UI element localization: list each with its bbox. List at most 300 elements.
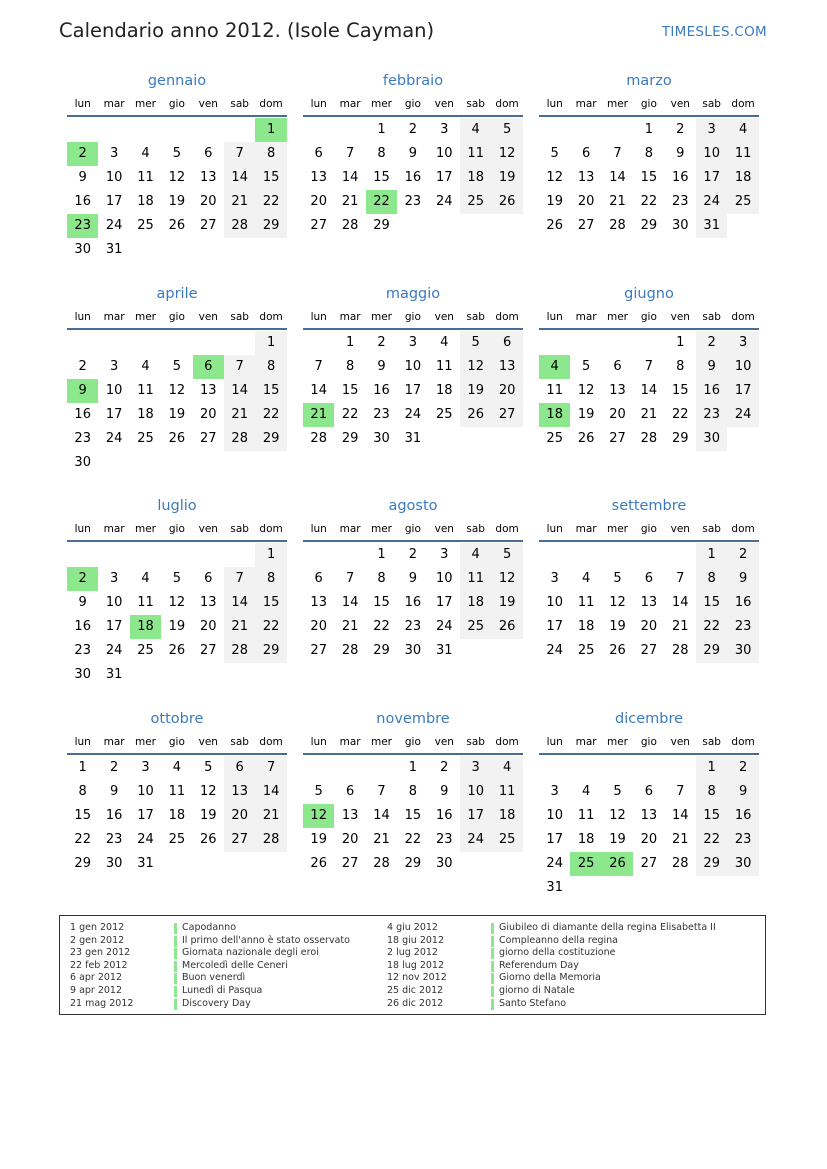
day-cell: 9 (440, 784, 449, 799)
day-cell: 28 (224, 427, 255, 451)
day-cell: 22 (255, 403, 286, 427)
holiday-marker (174, 973, 177, 984)
legend-holiday-name: Referendum Day (499, 959, 579, 971)
day-cell: 7 (676, 571, 685, 586)
day-cell: 30 (74, 667, 91, 682)
weekday-header: gio (168, 311, 185, 323)
legend-holiday-name: Santo Stefano (499, 997, 567, 1009)
legend-date: 21 mag 2012 (70, 997, 134, 1009)
month-name: marzo (626, 73, 672, 89)
day-cell: 11 (491, 780, 522, 804)
holiday-day-cell: 4 (539, 355, 570, 379)
day-cell: 11 (577, 595, 595, 610)
day-cell: 4 (141, 359, 150, 374)
day-cell: 25 (577, 643, 595, 658)
day-cell: 11 (546, 383, 563, 398)
day-cell: 1 (644, 122, 654, 137)
day-cell: 7 (314, 359, 323, 374)
holiday-marker (491, 999, 494, 1010)
day-cell: 26 (310, 856, 327, 871)
day-cell: 24 (546, 643, 563, 658)
legend-holiday-name: Giubileo di diamante della regina Elisabetta II (499, 922, 716, 933)
day-cell: 16 (404, 170, 422, 185)
day-cell: 11 (436, 359, 453, 374)
weekday-header: mar (339, 736, 361, 748)
day-cell: 29 (404, 856, 422, 871)
day-cell: 26 (460, 403, 491, 427)
month-divider (539, 328, 759, 330)
day-cell: 26 (168, 643, 186, 658)
legend-holiday-name: Lunedì di Pasqua (182, 985, 263, 996)
day-cell: 8 (408, 784, 418, 799)
day-cell: 24 (105, 643, 123, 658)
day-cell: 21 (609, 194, 626, 209)
day-cell: 17 (105, 194, 123, 209)
day-cell: 24 (436, 194, 453, 209)
day-cell: 21 (373, 832, 390, 847)
weekday-header: lun (74, 98, 91, 110)
day-cell: 27 (310, 643, 327, 658)
day-cell: 6 (644, 571, 654, 586)
holiday-marker (174, 961, 177, 972)
day-cell: 5 (314, 784, 323, 799)
day-cell: 24 (137, 832, 154, 847)
day-cell: 2 (78, 359, 87, 374)
weekday-header: mer (134, 523, 156, 535)
day-cell: 2 (377, 335, 386, 350)
legend-date: 9 apr 2012 (70, 985, 123, 996)
day-cell: 20 (310, 619, 327, 634)
weekday-header: gio (168, 736, 185, 748)
month-divider (539, 115, 759, 117)
day-cell: 22 (696, 828, 727, 852)
weekday-header: sab (230, 523, 249, 535)
weekday-header: dom (731, 736, 755, 748)
day-cell: 7 (224, 567, 255, 591)
day-cell: 11 (168, 784, 186, 799)
weekday-header: mar (103, 311, 125, 323)
weekday-header: gio (404, 523, 421, 535)
day-cell: 18 (137, 407, 154, 422)
day-cell: 26 (609, 643, 626, 658)
day-cell: 15 (373, 170, 390, 185)
day-cell: 30 (404, 643, 422, 658)
day-cell: 8 (255, 567, 286, 591)
day-cell: 25 (137, 643, 154, 658)
holiday-marker (491, 961, 494, 972)
weekday-header: dom (259, 311, 283, 323)
day-cell: 2 (408, 122, 418, 137)
day-cell: 28 (224, 639, 255, 663)
day-cell: 8 (696, 567, 727, 591)
day-cell: 20 (609, 407, 626, 422)
weekday-header: ven (670, 98, 690, 110)
day-cell: 15 (696, 804, 727, 828)
weekday-header: lun (310, 736, 327, 748)
day-cell: 10 (105, 595, 123, 610)
day-cell: 19 (460, 379, 491, 403)
weekday-header: sab (466, 523, 485, 535)
holiday-day-cell: 6 (193, 355, 224, 379)
day-cell: 24 (105, 431, 123, 446)
day-cell: 9 (408, 571, 418, 586)
day-cell: 3 (550, 571, 559, 586)
day-cell: 30 (727, 852, 758, 876)
weekday-header: mar (575, 523, 597, 535)
day-cell: 6 (204, 571, 213, 586)
day-cell: 11 (577, 808, 595, 823)
day-cell: 17 (436, 595, 453, 610)
day-cell: 14 (373, 808, 390, 823)
weekday-header: mar (339, 523, 361, 535)
weekday-header: gio (640, 523, 657, 535)
day-cell: 26 (577, 431, 595, 446)
day-cell: 4 (460, 543, 491, 567)
day-cell: 23 (727, 828, 758, 852)
day-cell: 27 (609, 431, 626, 446)
day-cell: 3 (440, 547, 449, 562)
legend-date: 4 giu 2012 (387, 922, 438, 933)
day-cell: 27 (224, 828, 255, 852)
month-divider (303, 540, 523, 542)
weekday-header: sab (230, 98, 249, 110)
day-cell: 9 (78, 170, 87, 185)
day-cell: 17 (546, 832, 563, 847)
day-cell: 29 (255, 214, 286, 238)
day-cell: 16 (727, 591, 758, 615)
legend-date: 12 nov 2012 (387, 972, 447, 984)
legend-holiday-name: Compleanno della regina (499, 934, 618, 946)
holiday-day-cell: 2 (67, 567, 98, 591)
day-cell: 17 (727, 379, 758, 403)
day-cell: 15 (672, 383, 689, 398)
day-cell: 25 (168, 832, 186, 847)
day-cell: 5 (172, 146, 182, 161)
weekday-header: gio (640, 311, 657, 323)
page-title: Calendario anno 2012. (Isole Cayman) (59, 19, 435, 42)
day-cell: 6 (204, 146, 213, 161)
weekday-header: sab (702, 98, 721, 110)
day-cell: 5 (172, 359, 182, 374)
day-cell: 10 (727, 355, 758, 379)
day-cell: 21 (224, 403, 255, 427)
weekday-header: dom (731, 523, 755, 535)
day-cell: 12 (168, 595, 186, 610)
weekday-header: ven (434, 98, 454, 110)
month-name: ottobre (150, 711, 204, 727)
legend-holiday-name: Giorno della Memoria (499, 972, 601, 984)
day-cell: 19 (491, 591, 522, 615)
holiday-marker (491, 923, 494, 934)
weekday-header: mer (606, 523, 628, 535)
day-cell: 8 (377, 146, 386, 161)
day-cell: 21 (255, 804, 286, 828)
weekday-header: ven (670, 311, 690, 323)
holiday-day-cell: 9 (67, 379, 98, 403)
day-cell: 5 (172, 571, 182, 586)
day-cell: 9 (377, 359, 386, 374)
day-cell: 9 (727, 780, 758, 804)
weekday-header: lun (74, 311, 91, 323)
day-cell: 23 (74, 431, 91, 446)
day-cell: 19 (609, 619, 626, 634)
weekday-header: gio (168, 98, 185, 110)
day-cell: 26 (168, 431, 186, 446)
holiday-marker (174, 923, 177, 934)
day-cell: 29 (373, 218, 390, 233)
day-cell: 14 (640, 383, 658, 398)
day-cell: 8 (345, 359, 355, 374)
day-cell: 22 (255, 615, 286, 639)
day-cell: 1 (696, 543, 727, 567)
day-cell: 14 (224, 591, 255, 615)
day-cell: 16 (727, 804, 758, 828)
month-name: aprile (156, 286, 198, 302)
day-cell: 8 (78, 784, 87, 799)
day-cell: 1 (676, 335, 685, 350)
day-cell: 1 (696, 756, 727, 780)
month-name: maggio (385, 286, 441, 302)
weekday-header: lun (310, 98, 327, 110)
day-cell: 20 (341, 832, 359, 847)
day-cell: 15 (640, 170, 658, 185)
day-cell: 22 (255, 190, 286, 214)
day-cell: 21 (640, 407, 658, 422)
weekday-header: gio (404, 311, 421, 323)
day-cell: 22 (696, 615, 727, 639)
day-cell: 12 (168, 170, 186, 185)
day-cell: 20 (224, 804, 255, 828)
day-cell: 1 (377, 547, 386, 562)
day-cell: 10 (696, 142, 727, 166)
day-cell: 27 (200, 431, 217, 446)
day-cell: 26 (546, 218, 563, 233)
weekday-header: mar (339, 98, 361, 110)
day-cell: 4 (581, 571, 591, 586)
day-cell: 4 (460, 118, 491, 142)
day-cell: 21 (341, 194, 359, 209)
day-cell: 29 (341, 431, 359, 446)
weekday-header: sab (702, 523, 721, 535)
day-cell: 15 (255, 166, 286, 190)
day-cell: 30 (373, 431, 390, 446)
day-cell: 6 (581, 146, 591, 161)
day-cell: 6 (644, 784, 654, 799)
month-divider (303, 753, 523, 755)
day-cell: 7 (377, 784, 386, 799)
day-cell: 4 (440, 335, 449, 350)
day-cell: 27 (640, 856, 658, 871)
month-divider (67, 540, 287, 542)
day-cell: 22 (373, 619, 390, 634)
day-cell: 16 (373, 383, 390, 398)
day-cell: 9 (408, 146, 418, 161)
day-cell: 10 (460, 780, 491, 804)
day-cell: 12 (609, 595, 626, 610)
legend-date: 6 apr 2012 (70, 972, 123, 984)
day-cell: 6 (224, 756, 255, 780)
day-cell: 27 (491, 403, 522, 427)
day-cell: 23 (404, 619, 422, 634)
day-cell: 28 (341, 643, 359, 658)
day-cell: 30 (696, 427, 727, 451)
weekday-header: gio (404, 98, 421, 110)
day-cell: 28 (672, 856, 689, 871)
weekday-header: ven (198, 523, 218, 535)
day-cell: 8 (696, 780, 727, 804)
day-cell: 20 (640, 619, 658, 634)
weekday-header: mar (103, 98, 125, 110)
weekday-header: gio (404, 736, 421, 748)
legend-holiday-name: Mercoledì delle Ceneri (182, 959, 288, 971)
day-cell: 1 (255, 543, 286, 567)
weekday-header: gio (168, 523, 185, 535)
day-cell: 17 (436, 170, 453, 185)
month-divider (67, 328, 287, 330)
legend-holiday-name: Il primo dell'anno è stato osservato (182, 934, 350, 946)
day-cell: 21 (672, 832, 689, 847)
holiday-legend (59, 915, 766, 1015)
month-divider (539, 540, 759, 542)
weekday-header: mar (103, 523, 125, 535)
weekday-header: gio (640, 736, 657, 748)
day-cell: 10 (404, 359, 422, 374)
day-cell: 14 (341, 170, 359, 185)
day-cell: 31 (105, 242, 123, 257)
weekday-header: mer (370, 98, 392, 110)
legend-date: 18 lug 2012 (387, 959, 444, 971)
day-cell: 29 (696, 639, 727, 663)
legend-holiday-name: Giornata nazionale degli eroi (182, 947, 319, 959)
day-cell: 23 (74, 643, 91, 658)
weekday-header: mer (370, 736, 392, 748)
day-cell: 16 (74, 194, 91, 209)
weekday-header: sab (466, 98, 485, 110)
day-cell: 3 (109, 571, 119, 586)
brand-link[interactable]: TIMESLES.COM (661, 24, 767, 40)
day-cell: 14 (609, 170, 626, 185)
day-cell: 12 (460, 355, 491, 379)
day-cell: 11 (137, 170, 154, 185)
day-cell: 28 (373, 856, 390, 871)
day-cell: 22 (640, 194, 658, 209)
day-cell: 5 (491, 118, 522, 142)
weekday-header: ven (434, 311, 454, 323)
day-cell: 31 (696, 214, 727, 238)
day-cell: 1 (377, 122, 386, 137)
day-cell: 3 (141, 760, 150, 775)
day-cell: 31 (436, 643, 453, 658)
weekday-header: lun (74, 736, 91, 748)
day-cell: 16 (105, 808, 123, 823)
day-cell: 27 (640, 643, 658, 658)
day-cell: 12 (491, 567, 522, 591)
day-cell: 11 (460, 567, 491, 591)
day-cell: 27 (200, 643, 217, 658)
day-cell: 3 (550, 784, 559, 799)
day-cell: 22 (74, 832, 91, 847)
day-cell: 7 (345, 571, 355, 586)
day-cell: 10 (546, 808, 563, 823)
day-cell: 7 (345, 146, 355, 161)
day-cell: 12 (546, 170, 563, 185)
day-cell: 13 (640, 808, 658, 823)
weekday-header: lun (546, 98, 563, 110)
day-cell: 25 (546, 431, 563, 446)
day-cell: 29 (255, 427, 286, 451)
holiday-day-cell: 18 (539, 403, 570, 427)
day-cell: 19 (546, 194, 563, 209)
day-cell: 11 (460, 142, 491, 166)
day-cell: 2 (696, 331, 727, 355)
weekday-header: sab (466, 736, 485, 748)
legend-holiday-name: Buon venerdì (182, 972, 246, 984)
legend-holiday-name: Capodanno (182, 922, 237, 933)
day-cell: 17 (105, 619, 123, 634)
day-cell: 17 (460, 804, 491, 828)
holiday-day-cell: 25 (570, 852, 601, 876)
day-cell: 11 (137, 383, 154, 398)
day-cell: 5 (460, 331, 491, 355)
day-cell: 29 (373, 643, 390, 658)
day-cell: 30 (727, 639, 758, 663)
day-cell: 28 (341, 218, 359, 233)
month-divider (303, 115, 523, 117)
day-cell: 16 (696, 379, 727, 403)
weekday-header: lun (546, 736, 563, 748)
holiday-marker (174, 936, 177, 947)
weekday-header: mer (606, 736, 628, 748)
month-name: gennaio (147, 73, 207, 89)
day-cell: 25 (491, 828, 522, 852)
day-cell: 15 (341, 383, 359, 398)
day-cell: 15 (255, 379, 286, 403)
legend-holiday-name: giorno di Natale (499, 985, 575, 996)
day-cell: 29 (255, 639, 286, 663)
weekday-header: sab (702, 736, 721, 748)
weekday-header: mer (134, 98, 156, 110)
day-cell: 4 (172, 760, 182, 775)
day-cell: 27 (200, 218, 217, 233)
day-cell: 27 (310, 218, 327, 233)
weekday-header: mar (103, 736, 125, 748)
day-cell: 23 (727, 615, 758, 639)
day-cell: 2 (440, 760, 449, 775)
day-cell: 30 (74, 455, 91, 470)
month-name: novembre (376, 711, 450, 727)
day-cell: 17 (105, 407, 123, 422)
day-cell: 5 (613, 571, 622, 586)
day-cell: 18 (168, 808, 186, 823)
weekday-header: dom (259, 523, 283, 535)
day-cell: 4 (141, 146, 150, 161)
weekday-header: lun (546, 523, 563, 535)
weekday-header: dom (259, 98, 283, 110)
day-cell: 7 (676, 784, 685, 799)
day-cell: 25 (436, 407, 453, 422)
weekday-header: mer (370, 311, 392, 323)
weekday-header: mar (339, 311, 361, 323)
day-cell: 24 (696, 190, 727, 214)
day-cell: 20 (640, 832, 658, 847)
day-cell: 11 (137, 595, 154, 610)
weekday-header: dom (259, 736, 283, 748)
weekday-header: ven (434, 736, 454, 748)
day-cell: 14 (310, 383, 327, 398)
day-cell: 18 (491, 804, 522, 828)
day-cell: 16 (404, 595, 422, 610)
day-cell: 7 (613, 146, 622, 161)
